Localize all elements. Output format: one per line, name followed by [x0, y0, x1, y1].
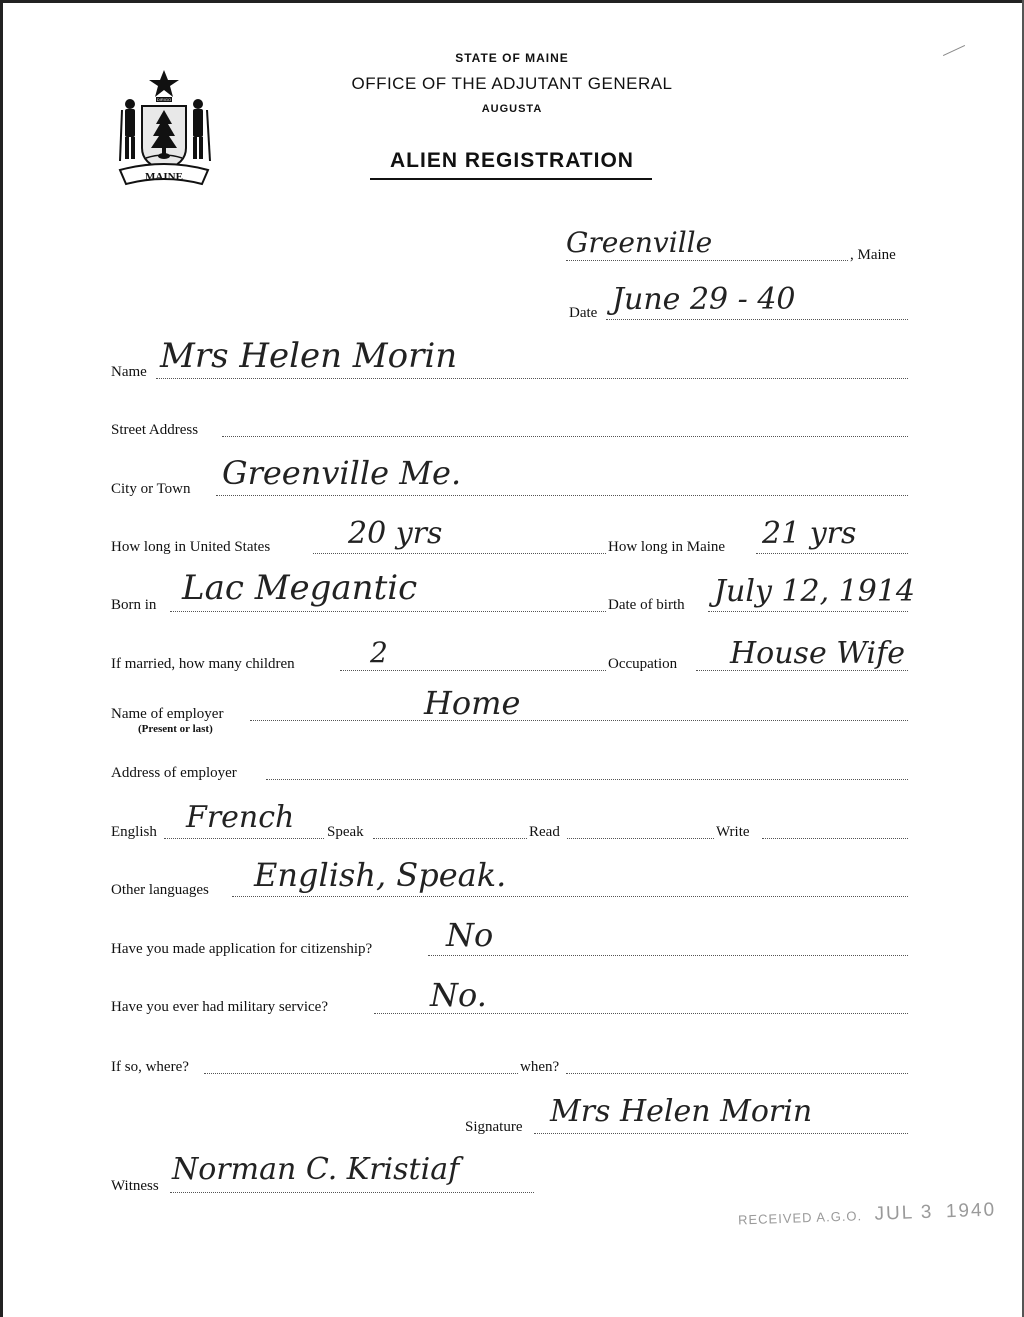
- date-line: [606, 319, 908, 320]
- street-label: Street Address: [111, 422, 199, 438]
- english-line: [164, 838, 324, 839]
- children-line: [340, 670, 606, 671]
- where-line: [204, 1073, 518, 1074]
- date-label: Date: [569, 305, 598, 321]
- other-languages-handwritten: English, Speak.: [254, 856, 507, 894]
- children-handwritten: 2: [370, 636, 388, 669]
- employer-line: [250, 720, 908, 721]
- children-label: If married, how many children: [111, 656, 295, 672]
- when-label: when?: [520, 1059, 560, 1075]
- name-handwritten: Mrs Helen Morin: [160, 336, 458, 376]
- scan-edge-top: [0, 0, 1024, 3]
- signature-label: Signature: [465, 1119, 523, 1135]
- born-in-line: [170, 611, 606, 612]
- other-languages-label: Other languages: [111, 882, 209, 898]
- military-label: Have you ever had military service?: [111, 999, 328, 1015]
- witness-line: [170, 1192, 534, 1193]
- place-line: [566, 260, 848, 261]
- city-label: City or Town: [111, 481, 191, 497]
- read-label: Read: [529, 824, 560, 840]
- how-long-maine-handwritten: 21 yrs: [762, 516, 857, 551]
- military-handwritten: No.: [430, 976, 487, 1014]
- signature-handwritten: Mrs Helen Morin: [550, 1094, 813, 1129]
- write-label: Write: [716, 824, 750, 840]
- citizenship-line: [428, 955, 908, 956]
- how-long-us-label: How long in United States: [111, 539, 271, 555]
- title-underline: [370, 178, 652, 180]
- dob-label: Date of birth: [608, 597, 685, 613]
- english-handwritten: French: [186, 800, 295, 835]
- how-long-us-handwritten: 20 yrs: [348, 516, 443, 551]
- when-line: [566, 1073, 908, 1074]
- place-suffix: , Maine: [850, 247, 896, 263]
- employer-handwritten: Home: [424, 684, 521, 722]
- read-line: [567, 838, 714, 839]
- witness-label: Witness: [111, 1178, 159, 1194]
- received-stamp: [738, 1200, 997, 1231]
- born-in-handwritten: Lac Megantic: [182, 568, 418, 608]
- header-state: STATE OF MAINE: [455, 51, 569, 65]
- witness-handwritten: Norman C. Kristiaf: [172, 1152, 460, 1187]
- name-label: Name: [111, 364, 147, 380]
- stamp-year: 1940: [945, 1199, 997, 1223]
- seal-banner-text: MAINE: [145, 171, 183, 183]
- stamp-date: JUL 3: [874, 1201, 934, 1225]
- dob-handwritten: July 12, 1914: [714, 574, 916, 609]
- speak-line: [373, 838, 527, 839]
- write-line: [762, 838, 908, 839]
- speak-label: Speak: [327, 824, 364, 840]
- where-label: If so, where?: [111, 1059, 189, 1075]
- city-handwritten: Greenville Me.: [222, 454, 462, 492]
- how-long-maine-label: How long in Maine: [608, 539, 726, 555]
- occupation-label: Occupation: [608, 656, 678, 672]
- name-line: [156, 378, 908, 379]
- seal-motto: DIRIGO: [156, 97, 172, 102]
- signature-line: [534, 1133, 908, 1134]
- employer-sub-label: (Present or last): [138, 723, 213, 735]
- citizenship-handwritten: No: [446, 916, 494, 954]
- form-title: ALIEN REGISTRATION: [390, 149, 634, 172]
- date-handwritten: June 29 - 40: [612, 282, 796, 317]
- city-line: [216, 495, 908, 496]
- born-in-label: Born in: [111, 597, 157, 613]
- header-city: AUGUSTA: [481, 103, 543, 115]
- place-handwritten: Greenville: [566, 226, 713, 259]
- stamp-received-text: RECEIVED A.G.O.: [737, 1208, 863, 1228]
- employer-address-line: [266, 779, 908, 780]
- dob-line: [708, 611, 908, 612]
- english-label: English: [111, 824, 157, 840]
- scan-edge-left: [0, 0, 3, 1317]
- citizenship-label: Have you made application for citizenship?: [111, 941, 373, 957]
- how-long-maine-line: [756, 553, 908, 554]
- header-office: OFFICE OF THE ADJUTANT GENERAL: [351, 74, 673, 93]
- occupation-handwritten: House Wife: [730, 636, 905, 671]
- how-long-us-line: [313, 553, 606, 554]
- other-languages-line: [232, 896, 908, 897]
- street-line: [222, 436, 908, 437]
- employer-label: Name of employer: [111, 706, 224, 722]
- employer-address-label: Address of employer: [111, 765, 237, 781]
